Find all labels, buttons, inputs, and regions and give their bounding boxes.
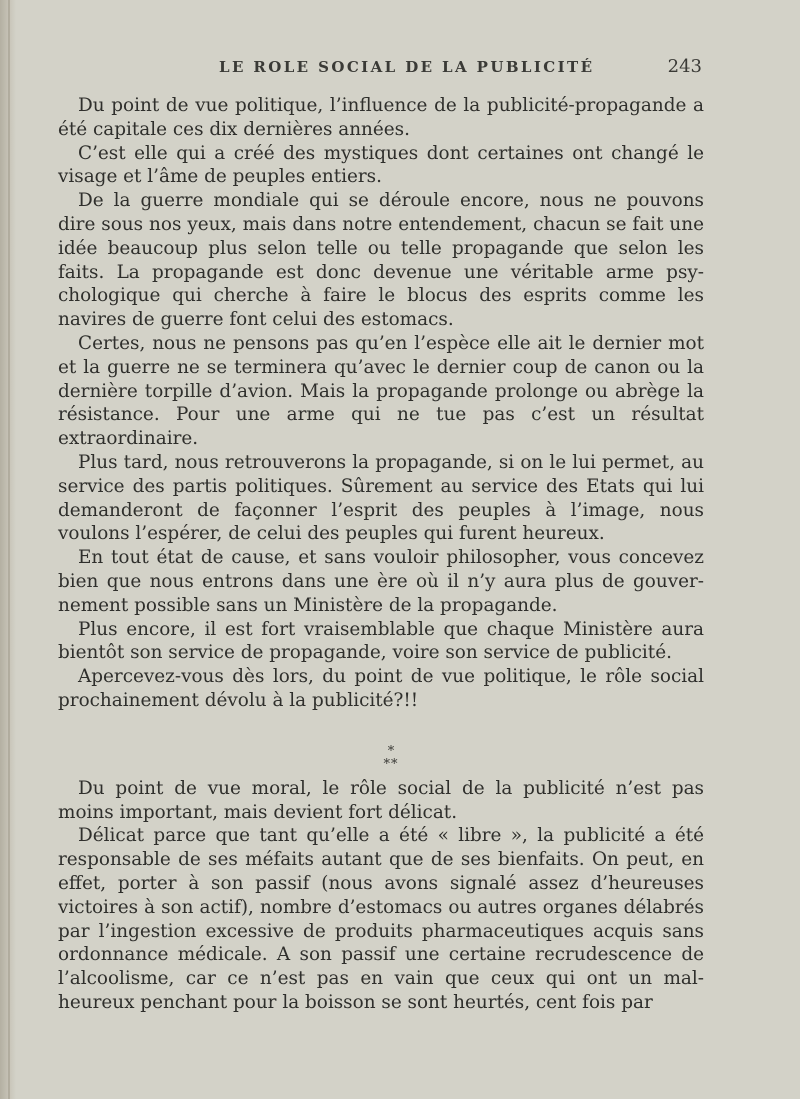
running-title: LE ROLE SOCIAL DE LA PUBLICITÉ: [219, 58, 595, 76]
running-head: [58, 58, 704, 94]
paragraph: Certes, nous ne pensons pas qu’en l’espèce elle ait le dernier mot et la guerre ne se terminera qu’avec le dernier coup de canon ou la dernière torpille d’avion. Mais la propagande prolonge ou abrège la résistance. Pour une arme qui ne tue pas c’est un résultat extraordinaire.: [58, 332, 704, 450]
section-political: [58, 94, 704, 713]
paragraph: C’est elle qui a créé des mystiques dont certaines ont changé le visage et l’âme de peuples entiers.: [58, 142, 704, 188]
asterism-top: *: [387, 743, 395, 759]
paragraph: Plus encore, il est fort vraisemblable que chaque Ministère aura bientôt son service de propagande, voire son service de publicité.: [58, 618, 704, 664]
asterism-bottom: **: [383, 756, 399, 772]
paragraph: Plus tard, nous retrouverons la propagande, si on le lui permet, au service des partis politiques. Sûrement au service des Etats qui lui demanderont de façonner l’esprit des peuples à l’image, nous voulons l’espérer, de celui des peuples qui furent heureux.: [58, 451, 704, 545]
section-moral: [58, 777, 704, 1015]
page-number: 243: [667, 56, 702, 77]
paragraph: Du point de vue politique, l’influence de la publicité-propagande a été capitale ces dix dernières années.: [58, 95, 704, 140]
book-page: [58, 0, 704, 1015]
paragraph: De la guerre mondiale qui se déroule encore, nous ne pouvons dire sous nos yeux, mais dans notre entendement, chacun se fait une idée beaucoup plus selon telle ou telle propagande que selon les faits. La propagande est donc devenue une véritable arme psychologique qui cherche à faire le blocus des esprits comme les navires de guerre font celui des estomacs.: [58, 190, 704, 331]
paragraph: Délicat parce que tant qu’elle a été « libre », la publicité a été responsable de ses méfaits autant que de ses bienfaits. On peut, en effet, porter à son passif (nous avons signalé assez d’heureuses victoires à son actif), nombre d’estomacs ou autres organes délabrés par l’ingestion excessive de produits pharmaceutiques acquis sans ordonnance médicale. A son passif une certaine recrudescence de l’alcoolisme, car ce n’est pas en vain que ceux qui ont un malheureux penchant pour la boisson se sont heurtés, cent fois par: [58, 825, 704, 1013]
section-asterism: [78, 713, 704, 777]
paragraph: Du point de vue moral, le rôle social de la publicité n’est pas moins important, mais devient fort délicat.: [58, 777, 704, 823]
paragraph: Apercevez-vous dès lors, du point de vue politique, le rôle social prochainement dévolu à la publicité?!!: [58, 666, 704, 711]
paragraph: En tout état de cause, et sans vouloir philosopher, vous concevez bien que nous entrons dans une ère où il n’y aura plus de gouvernement possible sans un Ministère de la propagande.: [58, 547, 704, 616]
binding-rule: [8, 0, 10, 1099]
